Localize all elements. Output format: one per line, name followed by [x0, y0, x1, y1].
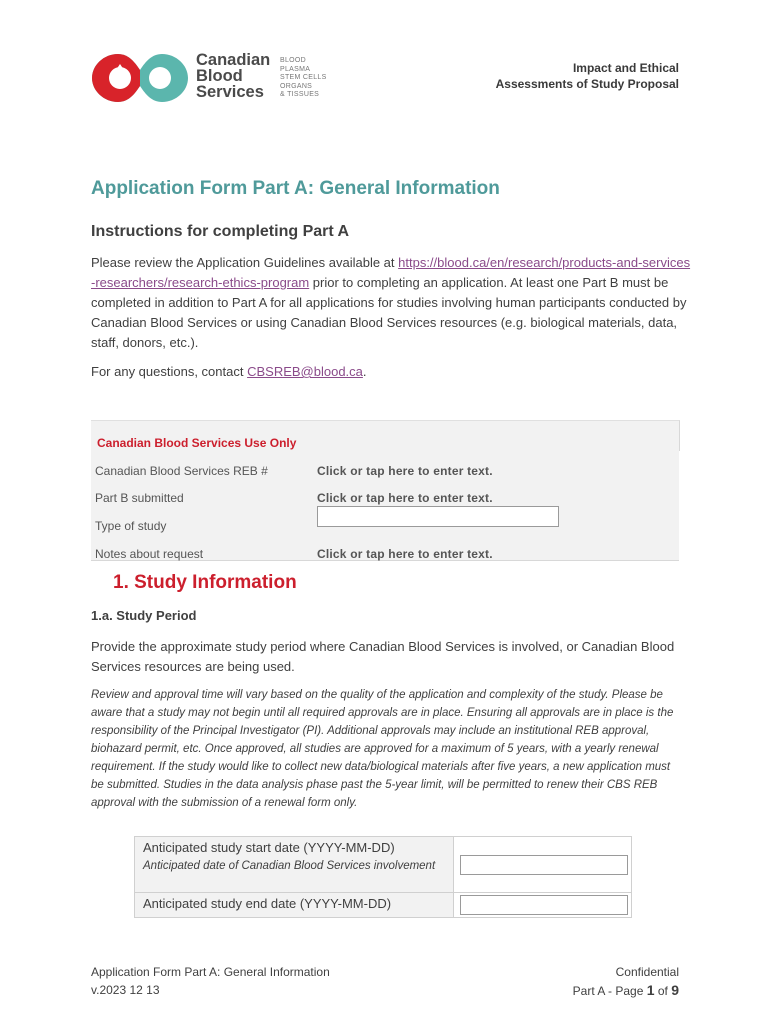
tagline-line: BLOOD — [280, 57, 307, 64]
tagline-line: PLASMA — [280, 65, 311, 73]
part-b-label: Part B submitted — [95, 491, 184, 505]
notes-field[interactable]: Click or tap here to enter text. — [317, 547, 493, 561]
use-only-table — [91, 420, 679, 560]
infinity-drop-icon — [90, 50, 190, 106]
brand-line: Blood — [196, 67, 243, 85]
guidelines-link[interactable]: https://blood.ca/en/research/products-and-services-researchers/research-ethics-program — [91, 255, 691, 290]
page-number — [573, 981, 679, 1000]
instructions-paragraph — [91, 253, 691, 353]
text-span: prior to completing an application. At least one Part B must be completed in addition to Part A for all applications for studies involving human participants conducted by Canadian Blood Services or using Canadian Blood Services resources (e.g. biological materials, data, staff, donors, etc.). — [91, 275, 687, 350]
footer-doc-title: Application Form Part A: General Information — [91, 965, 330, 979]
study-period-paragraph: Provide the approximate study period where Canadian Blood Services is involved, or Canadian Blood Services resources are being used. — [91, 639, 675, 674]
text-span: For any questions, contact — [91, 364, 248, 379]
brand-name — [196, 52, 270, 100]
end-date-label: Anticipated study end date (YYYY-MM-DD) — [143, 896, 392, 911]
subsection-heading: 1.a. Study Period — [91, 608, 197, 623]
use-only-header — [91, 420, 680, 451]
notes-label: Notes about request — [95, 547, 204, 561]
footer-version: v.2023 12 13 — [91, 983, 160, 997]
contact-paragraph — [91, 362, 691, 382]
text-span: Please review the Application Guidelines available at — [91, 255, 399, 270]
end-date-input[interactable] — [460, 895, 628, 915]
email-link[interactable]: CBSREB@blood.ca — [247, 364, 363, 379]
type-of-study-label: Type of study — [95, 519, 167, 533]
footer-right — [573, 963, 679, 1000]
footer-confidential: Confidential — [615, 965, 679, 979]
start-date-input[interactable] — [460, 855, 628, 875]
brand-line: Canadian — [196, 51, 271, 69]
header-title-line: Impact and Ethical — [572, 61, 679, 75]
reb-number-field[interactable]: Click or tap here to enter text. — [317, 464, 493, 478]
brand-tagline — [280, 57, 327, 100]
part-b-field[interactable]: Click or tap here to enter text. — [317, 491, 493, 505]
use-only-title: Canadian Blood Services Use Only — [97, 436, 297, 450]
text-span: . — [362, 364, 367, 379]
instructions-heading: Instructions for completing Part A — [91, 223, 350, 240]
document-header-title — [496, 60, 679, 92]
page-of: of — [654, 984, 672, 998]
current-page: 1 — [646, 982, 655, 998]
page-title: Application Form Part A: General Information — [91, 178, 500, 199]
tagline-line: & TISSUES — [280, 91, 320, 99]
total-pages: 9 — [671, 982, 679, 998]
start-date-label: Anticipated study start date (YYYY-MM-DD) — [143, 840, 395, 855]
header-title-line: Assessments of Study Proposal — [495, 77, 679, 91]
brand-line: Services — [196, 83, 264, 101]
start-date-sublabel: Anticipated date of Canadian Blood Services involvement — [143, 860, 436, 872]
tagline-line: STEM CELLS — [280, 74, 327, 82]
tagline-line: ORGANS — [280, 82, 313, 90]
footer-left — [91, 963, 330, 999]
page-prefix: Part A - Page — [572, 984, 647, 998]
type-of-study-input[interactable] — [317, 506, 559, 527]
section-heading: 1. Study Information — [113, 572, 297, 593]
use-row-notes — [91, 539, 679, 565]
row-divider — [135, 892, 631, 893]
use-only-body — [91, 450, 679, 561]
use-row-type — [91, 511, 679, 537]
approval-note: Review and approval time will vary based on the quality of the application and complexity of the study. Please be aware that a study may not begin until all required approvals are in place. Ensuring all approvals are in place is the responsibility of the Principal Investigator (PI). Additional approvals may include an institutional REB approval, biohazard permit, etc. Once approved, all studies are approved for a maximum of 5 years, with a yearly renewal requirement. If the study would like to collect new data/biological materials after five years, a new application must be submitted. Studies in the data analysis phase past the 5-year limit, will be permitted to renew their CBS REB approval with the submission of a renewal form only. — [91, 689, 674, 809]
use-row-reb — [91, 456, 679, 482]
study-dates-table — [134, 836, 632, 918]
reb-number-label: Canadian Blood Services REB # — [95, 464, 268, 478]
